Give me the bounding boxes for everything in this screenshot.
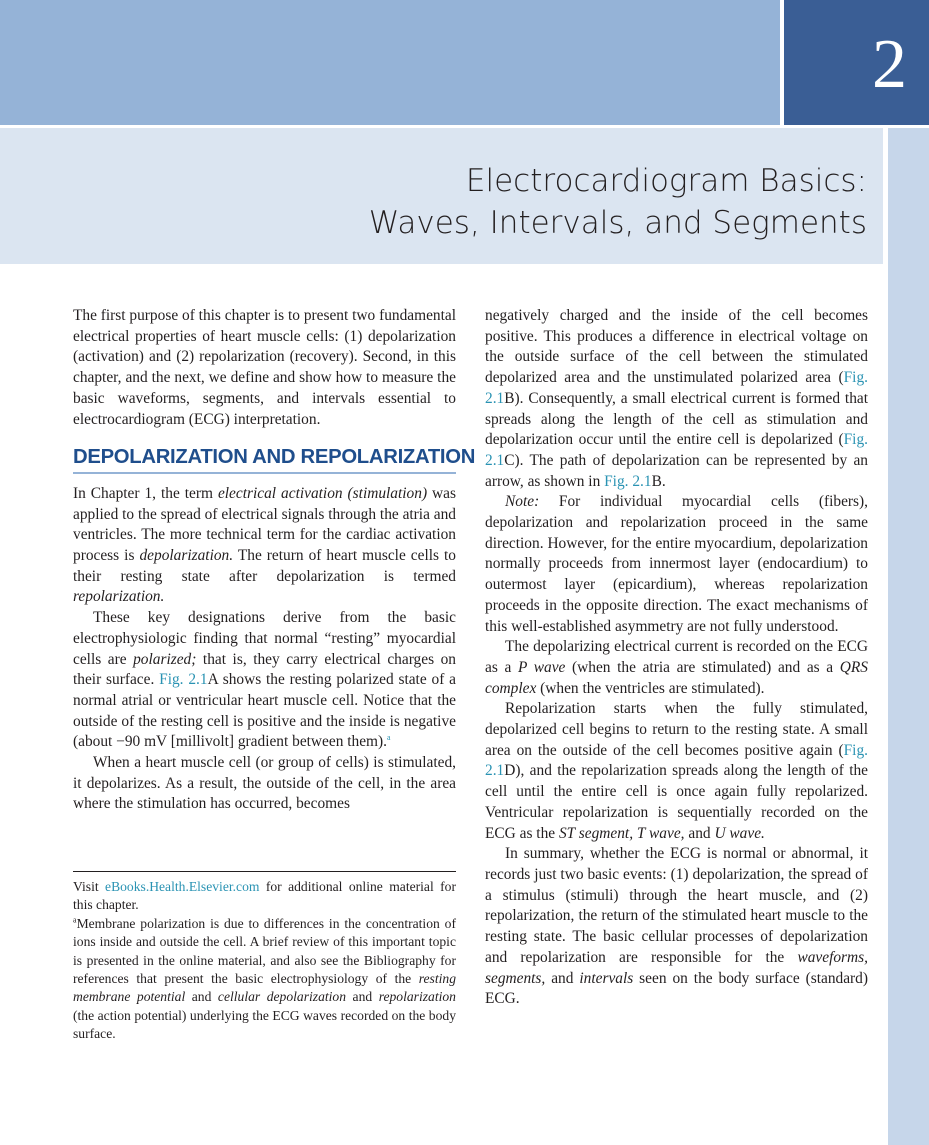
figure-link[interactable]: Fig. 2.1 — [485, 369, 868, 407]
side-stripe — [888, 128, 929, 1145]
text: for additional online material for this chapter. — [73, 879, 456, 913]
figure-link[interactable]: Fig. 2.1 — [485, 741, 868, 780]
intro-paragraph: The first purpose of this chapter is to present two fundamental electrical properties of heart muscle cells: (1) depolarization (activation) and (2) repolarization (recovery). Second, in this chapter, and the next, we define and show how to measure the basic waveforms, segments, and intervals essential to electrocardiogram (ECG) interpretation. — [73, 307, 456, 428]
term-intervals: intervals — [579, 969, 634, 987]
figure-link[interactable]: Fig. 2.1 — [159, 671, 208, 689]
term-resting-membrane-potential: resting membrane potential — [73, 971, 456, 1005]
text: C). The path of depolarization can be represented by an arrow, as shown in — [485, 451, 868, 490]
text: and — [545, 969, 580, 987]
paragraph-summary — [485, 844, 868, 1010]
term-electrical-activation: electrical activation (stimulation) — [217, 484, 428, 502]
section-heading: DEPOLARIZATION AND REPOLARIZATION — [73, 447, 456, 474]
figure-link[interactable]: Fig. 2.1 — [485, 431, 868, 469]
term-p-wave: P wave — [517, 658, 566, 676]
footnotes — [73, 871, 456, 1044]
text: Visit — [73, 879, 106, 894]
term-depolarization: depolarization. — [139, 547, 234, 565]
footnote-a — [73, 915, 456, 1044]
text: that is, they carry electrical charges on their surface. — [73, 650, 456, 689]
term-st-segment-t-wave: ST segment, T wave, — [558, 824, 685, 842]
term-polarized: polarized; — [133, 650, 197, 668]
text: B). Consequently, a small electrical current is formed that spreads along the length of the cell as stimulation and depolarization occur until the entire cell is depolarized ( — [485, 389, 868, 449]
text: was applied to the spread of electrical signals through the atria and ventricles. The more technical term for the cardiac activation process is — [73, 484, 456, 565]
text: These key designations derive from the basic electrophysiologic finding that normal “resting” myocardial cells are — [73, 609, 456, 668]
chapter-number-box — [784, 0, 929, 125]
text: and — [346, 989, 379, 1005]
paragraph-note — [485, 492, 868, 637]
paragraph-polarized — [73, 608, 456, 753]
text: and — [684, 824, 715, 842]
footnote-ref[interactable]: a — [387, 733, 391, 743]
text: In Chapter 1, the term — [73, 484, 218, 502]
term-waveforms-segments: waveforms, segments, — [485, 948, 868, 987]
term-cellular-depolarization: cellular depolarization — [217, 989, 347, 1005]
text: A shows the resting polarized state of a normal atrial or ventricular heart muscle cell. Notice that the outside of the resting cell is positive and the inside is negative (about −90 mV [millivolt] gradient between them). — [73, 671, 456, 751]
paragraph-activation — [73, 484, 456, 608]
chapter-title-line-1: Electrocardiogram Basics: — [465, 163, 867, 199]
figure-link[interactable]: Fig. 2.1 — [604, 472, 652, 490]
text: and — [185, 989, 218, 1005]
term-qrs-complex: QRS complex — [485, 658, 868, 697]
text: The return of heart muscle cells to their resting state after depolarization is termed — [73, 547, 456, 585]
paragraph-repolarization — [485, 699, 868, 844]
left-column — [73, 306, 476, 815]
term-repolarization: repolarization — [378, 989, 456, 1005]
text: Repolarization starts when the fully stimulated, depolarized cell begins to return to the resting state. A small area on the outside of the cell becomes positive again ( — [485, 700, 868, 759]
chapter-number: 2 — [872, 26, 907, 103]
term-repolarization: repolarization. — [73, 588, 165, 606]
paragraph-depolarizing-current — [485, 637, 868, 699]
note-label: Note: — [505, 493, 540, 511]
text: Membrane polarization is due to differences in the concentration of ions inside and outside the cell. A brief review of this important topic is presented in the online material, and also see the Bibliography for references that present the basic electrophysiology of the — [73, 915, 456, 987]
paragraph-stimulated: When a heart muscle cell (or group of cells) is stimulated, it depolarizes. As a result, the outside of the cell, in the area where the stimulation has occurred, becomes — [73, 754, 456, 813]
text: For individual myocardial cells (fibers), depolarization and repolarization proceed in the same direction. However, for the entire myocardium, depolarization normally proceeds from innermost layer (endocardium) to outermost layer (epicardium), whereas repolarization proceeds in the opposite direction. The exact mechanisms of this well-established asymmetry are not fully understood. — [485, 493, 868, 635]
text: D), and the repolarization spreads along the length of the cell until the entire cell is once again fully repolarized. Ventricular repolarization is sequentially recorded on the ECG as the — [485, 762, 868, 842]
text: (when the atria are stimulated) and as a — [565, 658, 840, 676]
text: seen on the body surface (standard) ECG. — [485, 969, 868, 1008]
text: (the action potential) underlying the ECG waves recorded on the body surface. — [73, 1007, 456, 1042]
ebooks-link[interactable]: eBooks.Health.Elsevier.com — [105, 879, 260, 894]
right-column — [485, 306, 868, 1010]
text: B. — [651, 472, 666, 490]
footnote-visit — [73, 878, 456, 915]
chapter-title — [369, 160, 867, 244]
text: (when the ventricles are stimulated). — [536, 679, 765, 697]
text: The depolarizing electrical current is recorded on the ECG as a — [485, 638, 868, 676]
footnote-marker: a — [73, 915, 77, 925]
header-band — [0, 0, 780, 125]
text: In summary, whether the ECG is normal or abnormal, it records just two basic events: (1) depolarization, the spread of a stimulus (stimuli) through the heart muscle, and (2) repolarization, the return of the stimulated heart muscle to the resting state. The basic cellular processes of depolarization and repolarization are responsible for the — [485, 845, 868, 966]
paragraph-depolarized-cell — [485, 306, 868, 492]
text: negatively charged and the inside of the cell becomes positive. This produces a difference in electrical voltage on the outside surface of the cell between the stimulated depolarized area and the unstimulated polarized area ( — [485, 307, 868, 387]
chapter-title-line-2: Waves, Intervals, and Segments — [368, 205, 867, 241]
term-u-wave: U wave. — [714, 824, 765, 842]
